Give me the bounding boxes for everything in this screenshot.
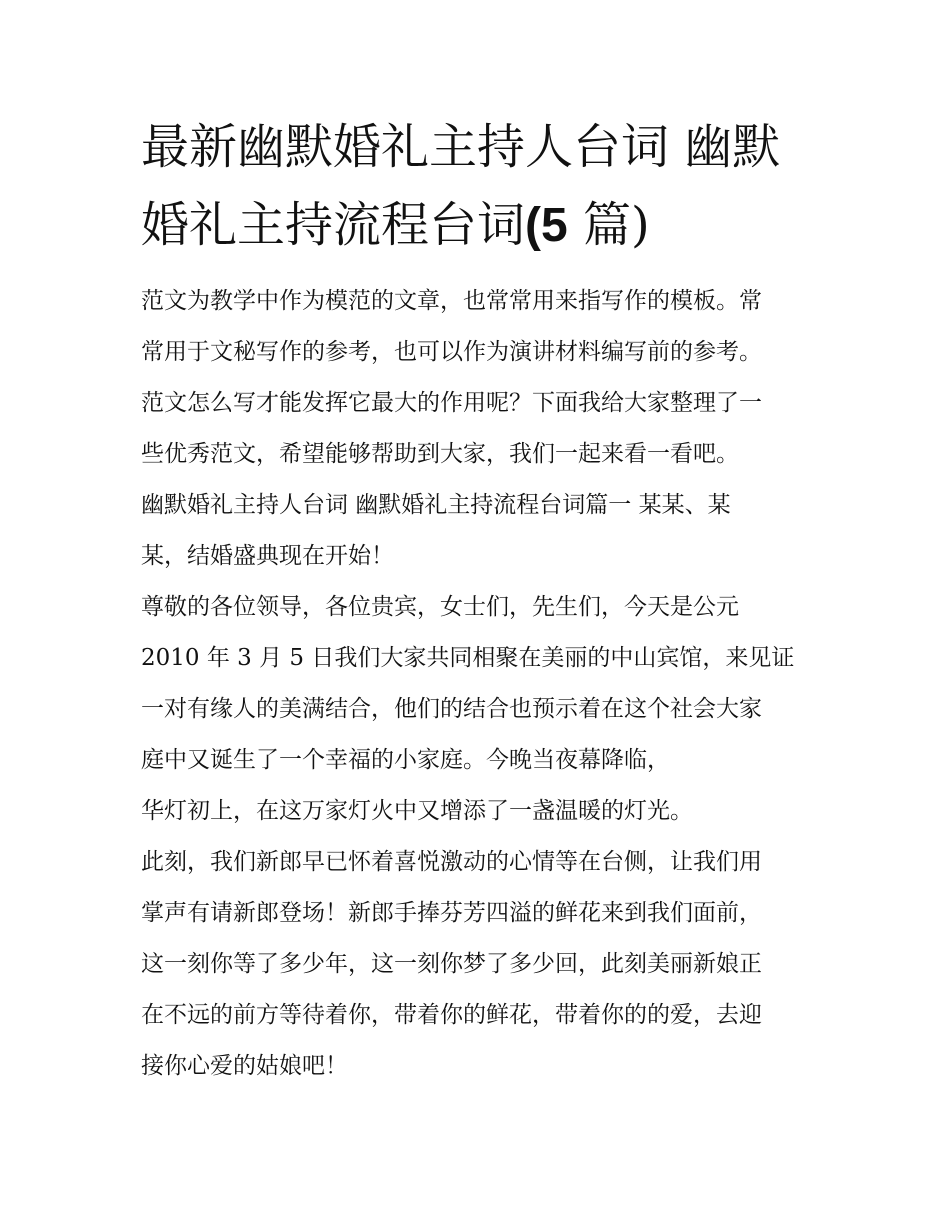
body-line: 某，结婚盛典现在开始！ (141, 543, 394, 569)
body-line: 范文怎么写才能发挥它最大的作用呢？下面我给大家整理了一 (141, 390, 762, 416)
body-line: 些优秀范文，希望能够帮助到大家，我们一起来看一看吧。 (141, 441, 739, 467)
body-line: 2010 年 3 月 5 日我们大家共同相聚在美丽的中山宾馆，来见证 (141, 645, 795, 671)
document-body (141, 276, 821, 1092)
title-line-2-text: 婚礼主持流程台词 (141, 197, 526, 253)
title-count: (5 (525, 199, 568, 252)
body-line: 此刻，我们新郎早已怀着喜悦激动的心情等在台侧，让我们用 (141, 849, 762, 875)
title-line-1: 最新幽默婚礼主持人台词 幽默 (141, 119, 781, 175)
body-line: 在不远的前方等待着你，带着你的鲜花，带着你的的爱，去迎 (141, 1002, 762, 1028)
body-line: 接你心爱的姑娘吧！ (141, 1053, 348, 1079)
body-line: 这一刻你等了多少年，这一刻你梦了多少回，此刻美丽新娘正 (141, 951, 762, 977)
body-line: 常用于文秘写作的参考，也可以作为演讲材料编写前的参考。 (141, 339, 762, 365)
body-line: 华灯初上，在这万家灯火中又增添了一盏温暖的灯光。 (141, 798, 693, 824)
body-line: 掌声有请新郎登场！新郎手捧芬芳四溢的鲜花来到我们面前， (141, 900, 762, 926)
body-line: 尊敬的各位领导，各位贵宾，女士们，先生们，今天是公元 (141, 594, 739, 620)
body-line: 庭中又诞生了一个幸福的小家庭。今晚当夜幕降临， (141, 747, 670, 773)
body-line: 幽默婚礼主持人台词 幽默婚礼主持流程台词篇一 某某、某 (141, 492, 731, 518)
body-line: 范文为教学中作为模范的文章，也常常用来指写作的模板。常 (141, 288, 762, 314)
title-line-2-suffix: 篇) (567, 197, 650, 253)
page-title (141, 108, 831, 265)
body-line: 一对有缘人的美满结合，他们的结合也预示着在这个社会大家 (141, 696, 762, 722)
